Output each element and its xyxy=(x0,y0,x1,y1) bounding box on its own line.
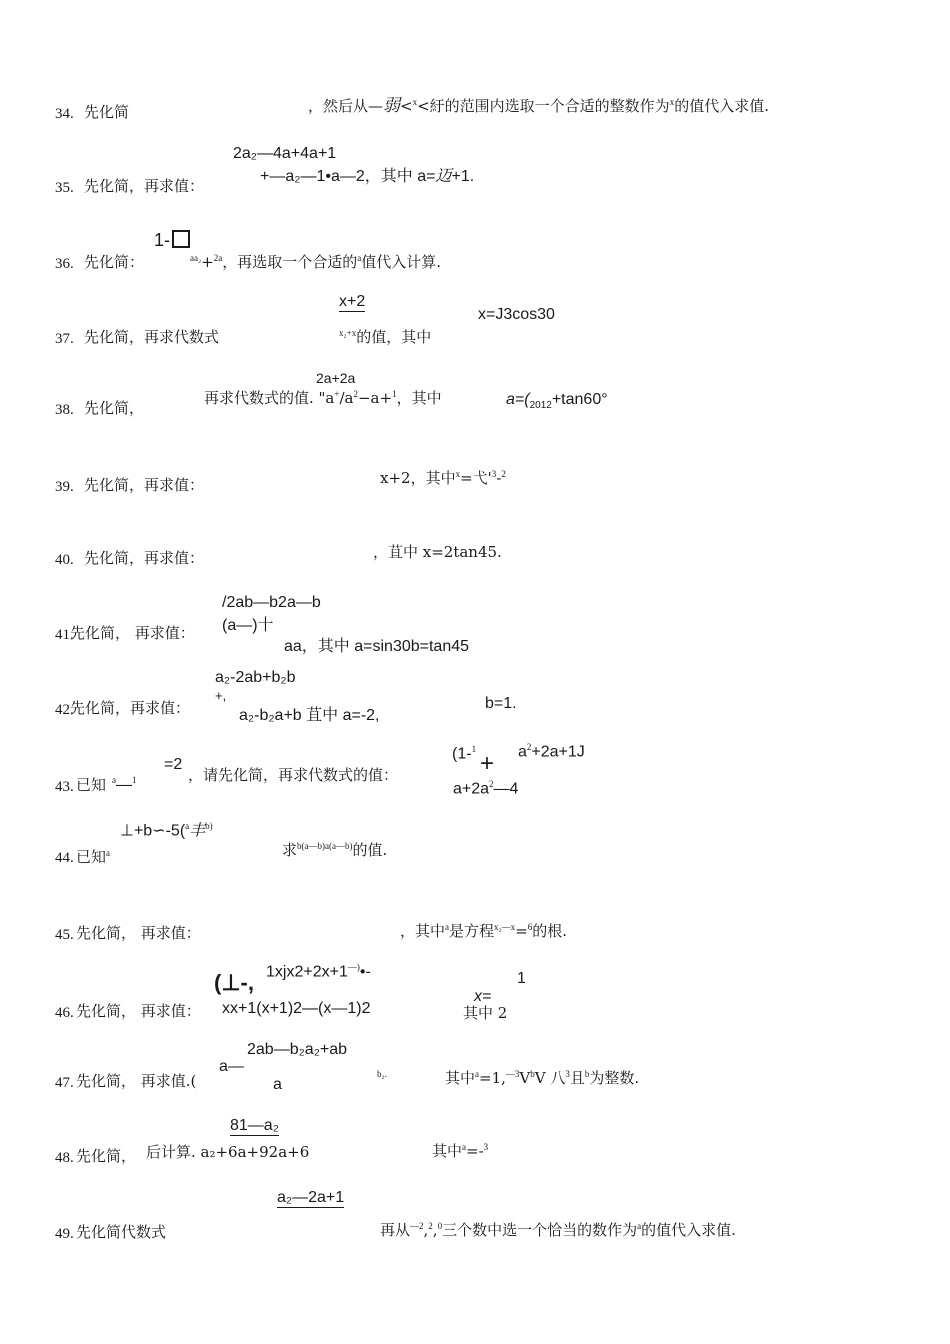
problem-number: 36. xyxy=(55,256,74,272)
problem-label: 先化简， 再求值： xyxy=(70,624,195,642)
problem-number: 46. xyxy=(55,1005,74,1021)
expression-line: $a+2a^2—4$ xyxy=(453,779,519,798)
expression-line: 1- xyxy=(154,230,190,249)
problem-text: 再从$^{—2}$,$^2$,$^0$三个数中选一个恰当的数作为$^a$的值代入求值. xyxy=(380,1221,736,1239)
problem-number: 40. xyxy=(55,552,74,568)
problem-label: 先化简， 再求值： xyxy=(76,924,201,942)
expression-line: (a—)十 xyxy=(222,617,274,634)
problem-number: 37. xyxy=(55,331,74,347)
problem-label: 已知 xyxy=(76,776,107,794)
problem-text: x+2，其中$^x$=弋'$^3-^2$ xyxy=(380,469,506,487)
expression-line: x= xyxy=(474,988,492,1005)
problem-number: 43. xyxy=(55,779,74,795)
problem-number: 44. xyxy=(55,850,74,866)
expression-line: (1-$^1$ xyxy=(452,744,477,763)
fraction-numerator: x+2 xyxy=(339,293,366,310)
expression-line: 2ab—b₂a₂+ab xyxy=(247,1041,348,1058)
problem-number: 42. xyxy=(55,702,74,718)
problem-number: 49. xyxy=(55,1226,74,1242)
problem-label: 先化简： xyxy=(84,253,145,271)
expression-line: b=1. xyxy=(485,695,517,712)
expression-line: a₂-2ab+b₂b xyxy=(215,669,296,686)
problem-number: 47. xyxy=(55,1075,74,1091)
problem-label: 先化简代数式 xyxy=(76,1223,167,1241)
problem-text: 其中$^a=1,^{—3}V^bV$ 八$^3$且$^b$为整数. xyxy=(445,1069,640,1087)
problem-label: 先化简，再求值： xyxy=(70,699,191,717)
problem-number: 34. xyxy=(55,106,74,122)
problem-text: 其中$^a$=-$^3$ xyxy=(432,1142,489,1160)
expression-line: a xyxy=(273,1076,282,1093)
expression-line: $a=(_{2012}+\tan 60^\circ$ xyxy=(506,391,608,412)
problem-label: 先化简， xyxy=(84,399,145,417)
problem-label: 先化简，再求值： xyxy=(84,177,205,195)
expression-line: x=J3cos30 xyxy=(478,306,555,323)
problem-number: 35. xyxy=(55,180,74,196)
fraction-numerator: a₂—2a+1 xyxy=(277,1189,345,1206)
expression-line: +—a₂—1•a—2，其中 a=迈+1. xyxy=(260,168,475,185)
problem-label: 先化简， xyxy=(76,1147,137,1165)
problem-number: 48. xyxy=(55,1150,74,1166)
problem-text: $^{x_2+x}$的值，其中 xyxy=(339,328,432,346)
expression-line: $a^2+2a+1J$ xyxy=(518,742,585,761)
expression-line: +, xyxy=(215,688,227,703)
expression-line: aa，其中 a=sin30b=tan45 xyxy=(284,638,470,655)
fraction-numerator: 81—a₂ xyxy=(230,1117,279,1134)
problem-text: $^{aa_2}$+$^{2a}$，再选取一个合适的$^a$值代入计算. xyxy=(190,253,442,271)
problem-label: 已知$^a$ xyxy=(76,848,111,866)
problem-text: 再求代数式的值. "$a^+/a^2-a+^1$，其中 xyxy=(204,389,442,407)
problem-text: 其中 2 xyxy=(463,1004,508,1022)
expression-line: b₂. xyxy=(377,1069,387,1079)
problem-text: ，请先化简，再求代数式的值： xyxy=(188,766,399,784)
problem-number: 45. xyxy=(55,927,74,943)
problem-number: 41. xyxy=(55,627,74,643)
box-symbol xyxy=(172,230,190,248)
expression-line: =2 xyxy=(164,756,183,773)
problem-number: 38. xyxy=(55,402,74,418)
problem-label: 先化简，再求值： xyxy=(84,549,205,567)
expression-line: ⊥+b∽-5($^a$丰$^{b)}$ xyxy=(120,821,213,840)
problem-text: ，然后从—弱<$^x$<紆的范围内选取一个合适的整数作为$^x$的值代入求值. xyxy=(308,96,769,116)
problem-label: 先化简， 再求值.( xyxy=(76,1072,197,1090)
expression-line: xx+1(x+1)2—(x—1)2 xyxy=(222,1000,371,1017)
expression-line: 1xjx2+2x+1—)•- xyxy=(266,962,371,981)
problem-text: 后计算. a₂+6a+92a+6 xyxy=(146,1143,310,1161)
expression-line: $^a$—$^1$ xyxy=(112,775,137,794)
expression-line: a— xyxy=(219,1058,244,1075)
problem-label: 先化简，再求代数式 xyxy=(84,328,220,346)
expression-line: (⊥-, xyxy=(214,970,254,995)
expression-line: /2ab—b2a—b xyxy=(222,594,321,611)
problem-text: ，其中$^a$是方程$^{x_2—x}$=$^6$的根. xyxy=(400,922,568,940)
problem-label: 先化简，再求值： xyxy=(84,476,205,494)
expression-line: a₂-b₂a+b 苴中 a=-2, xyxy=(239,707,380,724)
problem-text: ，苴中 x=2tan45. xyxy=(373,543,502,561)
problem-label: 先化简， 再求值： xyxy=(76,1002,201,1020)
problem-text: 求$^{b(a—b)a(a—b)}$的值. xyxy=(282,841,388,859)
expression-line: 1 xyxy=(517,970,526,987)
problem-label: 先化简 xyxy=(84,103,130,121)
expression-line: 2a₂—4a+4a+1 xyxy=(233,145,337,162)
problem-number: 39. xyxy=(55,479,74,495)
expression-line: 2a+2a xyxy=(316,370,356,386)
plus-sign: + xyxy=(480,750,495,777)
